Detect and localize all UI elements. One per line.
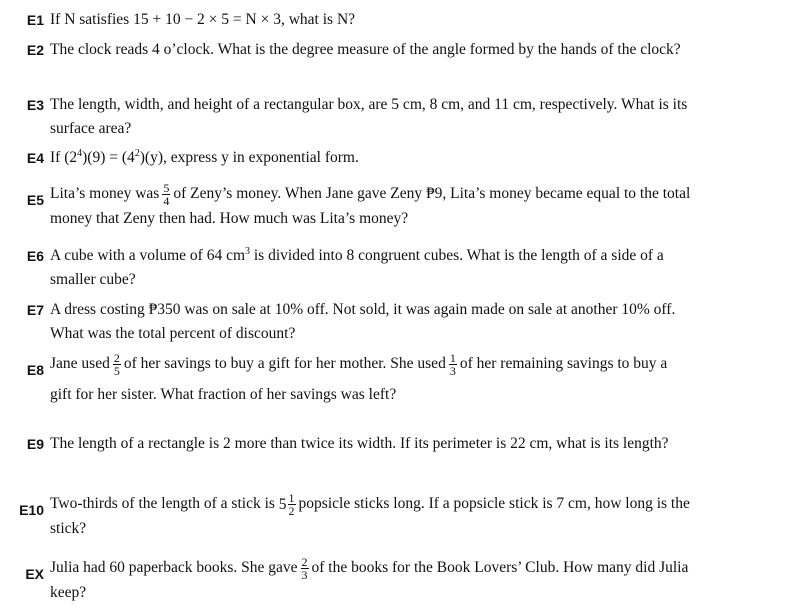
question-body — [50, 352, 780, 407]
mixed-number-whole: 5 — [278, 495, 287, 513]
question-label: EX — [25, 566, 44, 582]
question-line-2: keep? — [50, 584, 87, 601]
question-e2 — [0, 38, 780, 62]
question-line-2: money that Zeny then had. How much was Lita’s money? — [50, 210, 409, 227]
question-label: E4 — [26, 150, 44, 166]
question-label: E3 — [26, 97, 44, 113]
text-part: of her remaining savings to buy a — [459, 355, 668, 373]
question-text — [50, 146, 780, 170]
fraction-denominator: 3 — [449, 364, 456, 378]
question-e5 — [0, 182, 780, 231]
text-part: Two-thirds of the length of a stick is — [50, 495, 275, 513]
question-label: E6 — [26, 248, 44, 264]
question-body — [50, 298, 780, 346]
text-part: If (2 — [50, 149, 78, 166]
fraction-denominator: 3 — [301, 568, 308, 582]
question-body — [50, 93, 780, 141]
question-line-1 — [50, 352, 780, 377]
text-part: )(9) = (4 — [82, 149, 135, 166]
question-e4 — [0, 146, 780, 170]
fraction-denominator: 4 — [163, 194, 170, 208]
text-part: Lita’s money was — [50, 185, 160, 203]
question-line-1 — [50, 492, 780, 517]
question-e10 — [0, 492, 780, 541]
fraction-numerator: 1 — [288, 491, 295, 505]
question-body — [50, 492, 780, 541]
text-part: Julia had 60 paperback books. She gave — [50, 559, 298, 577]
text-part: of Zeny’s money. When Jane gave Zeny ₱9, Lita’s money became equal to the total — [173, 185, 691, 203]
question-body — [50, 182, 780, 231]
question-line-2: stick? — [50, 520, 87, 537]
exponent: 4 — [77, 147, 83, 159]
question-e7 — [0, 298, 780, 346]
question-label: E8 — [26, 362, 44, 378]
question-ex — [0, 556, 780, 605]
question-label: E10 — [19, 502, 44, 518]
text-part: of her savings to buy a gift for her mother. She used — [123, 355, 446, 373]
text-part: )(y), express y in exponential form. — [139, 149, 359, 166]
question-line-1: The length, width, and height of a rectangular box, are 5 cm, 8 cm, and 11 cm, respectively. What is its — [50, 96, 688, 113]
fraction — [449, 352, 457, 377]
question-line-1 — [50, 244, 780, 268]
question-label: E9 — [26, 436, 44, 452]
question-line-2: What was the total percent of discount? — [50, 325, 296, 342]
question-text: The length of a rectangle is 2 more than twice its width. If its perimeter is 22 cm, what is its length? — [50, 435, 669, 452]
question-label: E1 — [26, 12, 44, 28]
text-part: of the books for the Book Lovers’ Club. How many did Julia — [311, 559, 689, 577]
question-body — [50, 556, 780, 605]
question-label: E7 — [26, 302, 44, 318]
text-part: A cube with a volume of 64 cm — [50, 247, 245, 264]
exponent: 3 — [245, 245, 250, 257]
question-line-1 — [50, 182, 780, 207]
question-line-2: gift for her sister. What fraction of her savings was left? — [50, 386, 397, 403]
question-e1 — [0, 8, 780, 32]
fraction — [113, 352, 121, 377]
question-e9 — [0, 432, 780, 456]
fraction-numerator: 2 — [113, 351, 120, 365]
text-part: Jane used — [50, 355, 110, 373]
question-e8 — [0, 352, 780, 407]
question-e6 — [0, 244, 780, 292]
fraction-numerator: 2 — [301, 555, 308, 569]
question-body — [50, 244, 780, 292]
fraction — [301, 556, 309, 581]
fraction — [162, 182, 170, 207]
question-label: E5 — [26, 192, 44, 208]
fraction — [288, 492, 296, 517]
question-text: If N satisfies 15 + 10 − 2 × 5 = N × 3, what is N? — [50, 11, 356, 28]
question-line-1 — [50, 556, 780, 581]
fraction-denominator: 2 — [288, 504, 295, 518]
question-line-1: A dress costing ₱350 was on sale at 10% off. Not sold, it was again made on sale at another 10% off. — [50, 301, 676, 318]
fraction-numerator: 5 — [163, 181, 170, 195]
question-label: E2 — [26, 42, 44, 58]
fraction-numerator: 1 — [449, 351, 456, 365]
text-part: popsicle sticks long. If a popsicle stick is 7 cm, how long is the — [298, 495, 690, 513]
exponent: 2 — [134, 147, 140, 159]
text-part: is divided into 8 congruent cubes. What is the length of a side of a — [250, 247, 664, 264]
question-line-2: surface area? — [50, 120, 132, 137]
question-e3 — [0, 93, 780, 141]
fraction-denominator: 5 — [113, 364, 120, 378]
question-text: The clock reads 4 o’clock. What is the degree measure of the angle formed by the hands of the clock? — [50, 41, 681, 58]
question-line-2: smaller cube? — [50, 271, 136, 288]
